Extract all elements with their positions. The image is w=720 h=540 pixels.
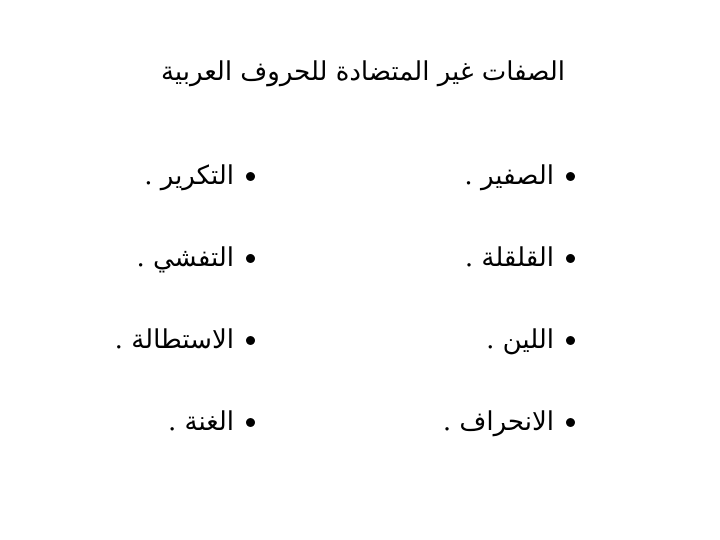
list-item — [60, 299, 255, 381]
bullet-icon — [566, 336, 575, 345]
list-item — [60, 217, 255, 299]
bullet-icon — [246, 418, 255, 427]
bullet-icon — [566, 418, 575, 427]
list-item-label: الاستطالة . — [114, 325, 234, 355]
list-item — [380, 381, 575, 463]
left-bullet-list — [60, 135, 255, 463]
slide-title: الصفات غير المتضادة للحروف العربية — [160, 57, 565, 87]
list-item — [380, 217, 575, 299]
list-item — [60, 135, 255, 217]
list-item-label: التكرير . — [144, 161, 234, 191]
right-bullet-list — [380, 135, 575, 463]
list-item-label: الانحراف . — [442, 407, 554, 437]
list-item — [380, 135, 575, 217]
bullet-icon — [566, 172, 575, 181]
list-item — [60, 381, 255, 463]
list-item-label: اللين . — [486, 325, 554, 355]
list-item-label: التفشي . — [136, 243, 234, 273]
list-item-label: القلقلة . — [464, 243, 554, 273]
bullet-icon — [566, 254, 575, 263]
bullet-icon — [246, 336, 255, 345]
list-item-label: الغنة . — [167, 407, 234, 437]
list-item — [380, 299, 575, 381]
bullet-icon — [246, 172, 255, 181]
list-item-label: الصفير . — [464, 161, 554, 191]
bullet-icon — [246, 254, 255, 263]
